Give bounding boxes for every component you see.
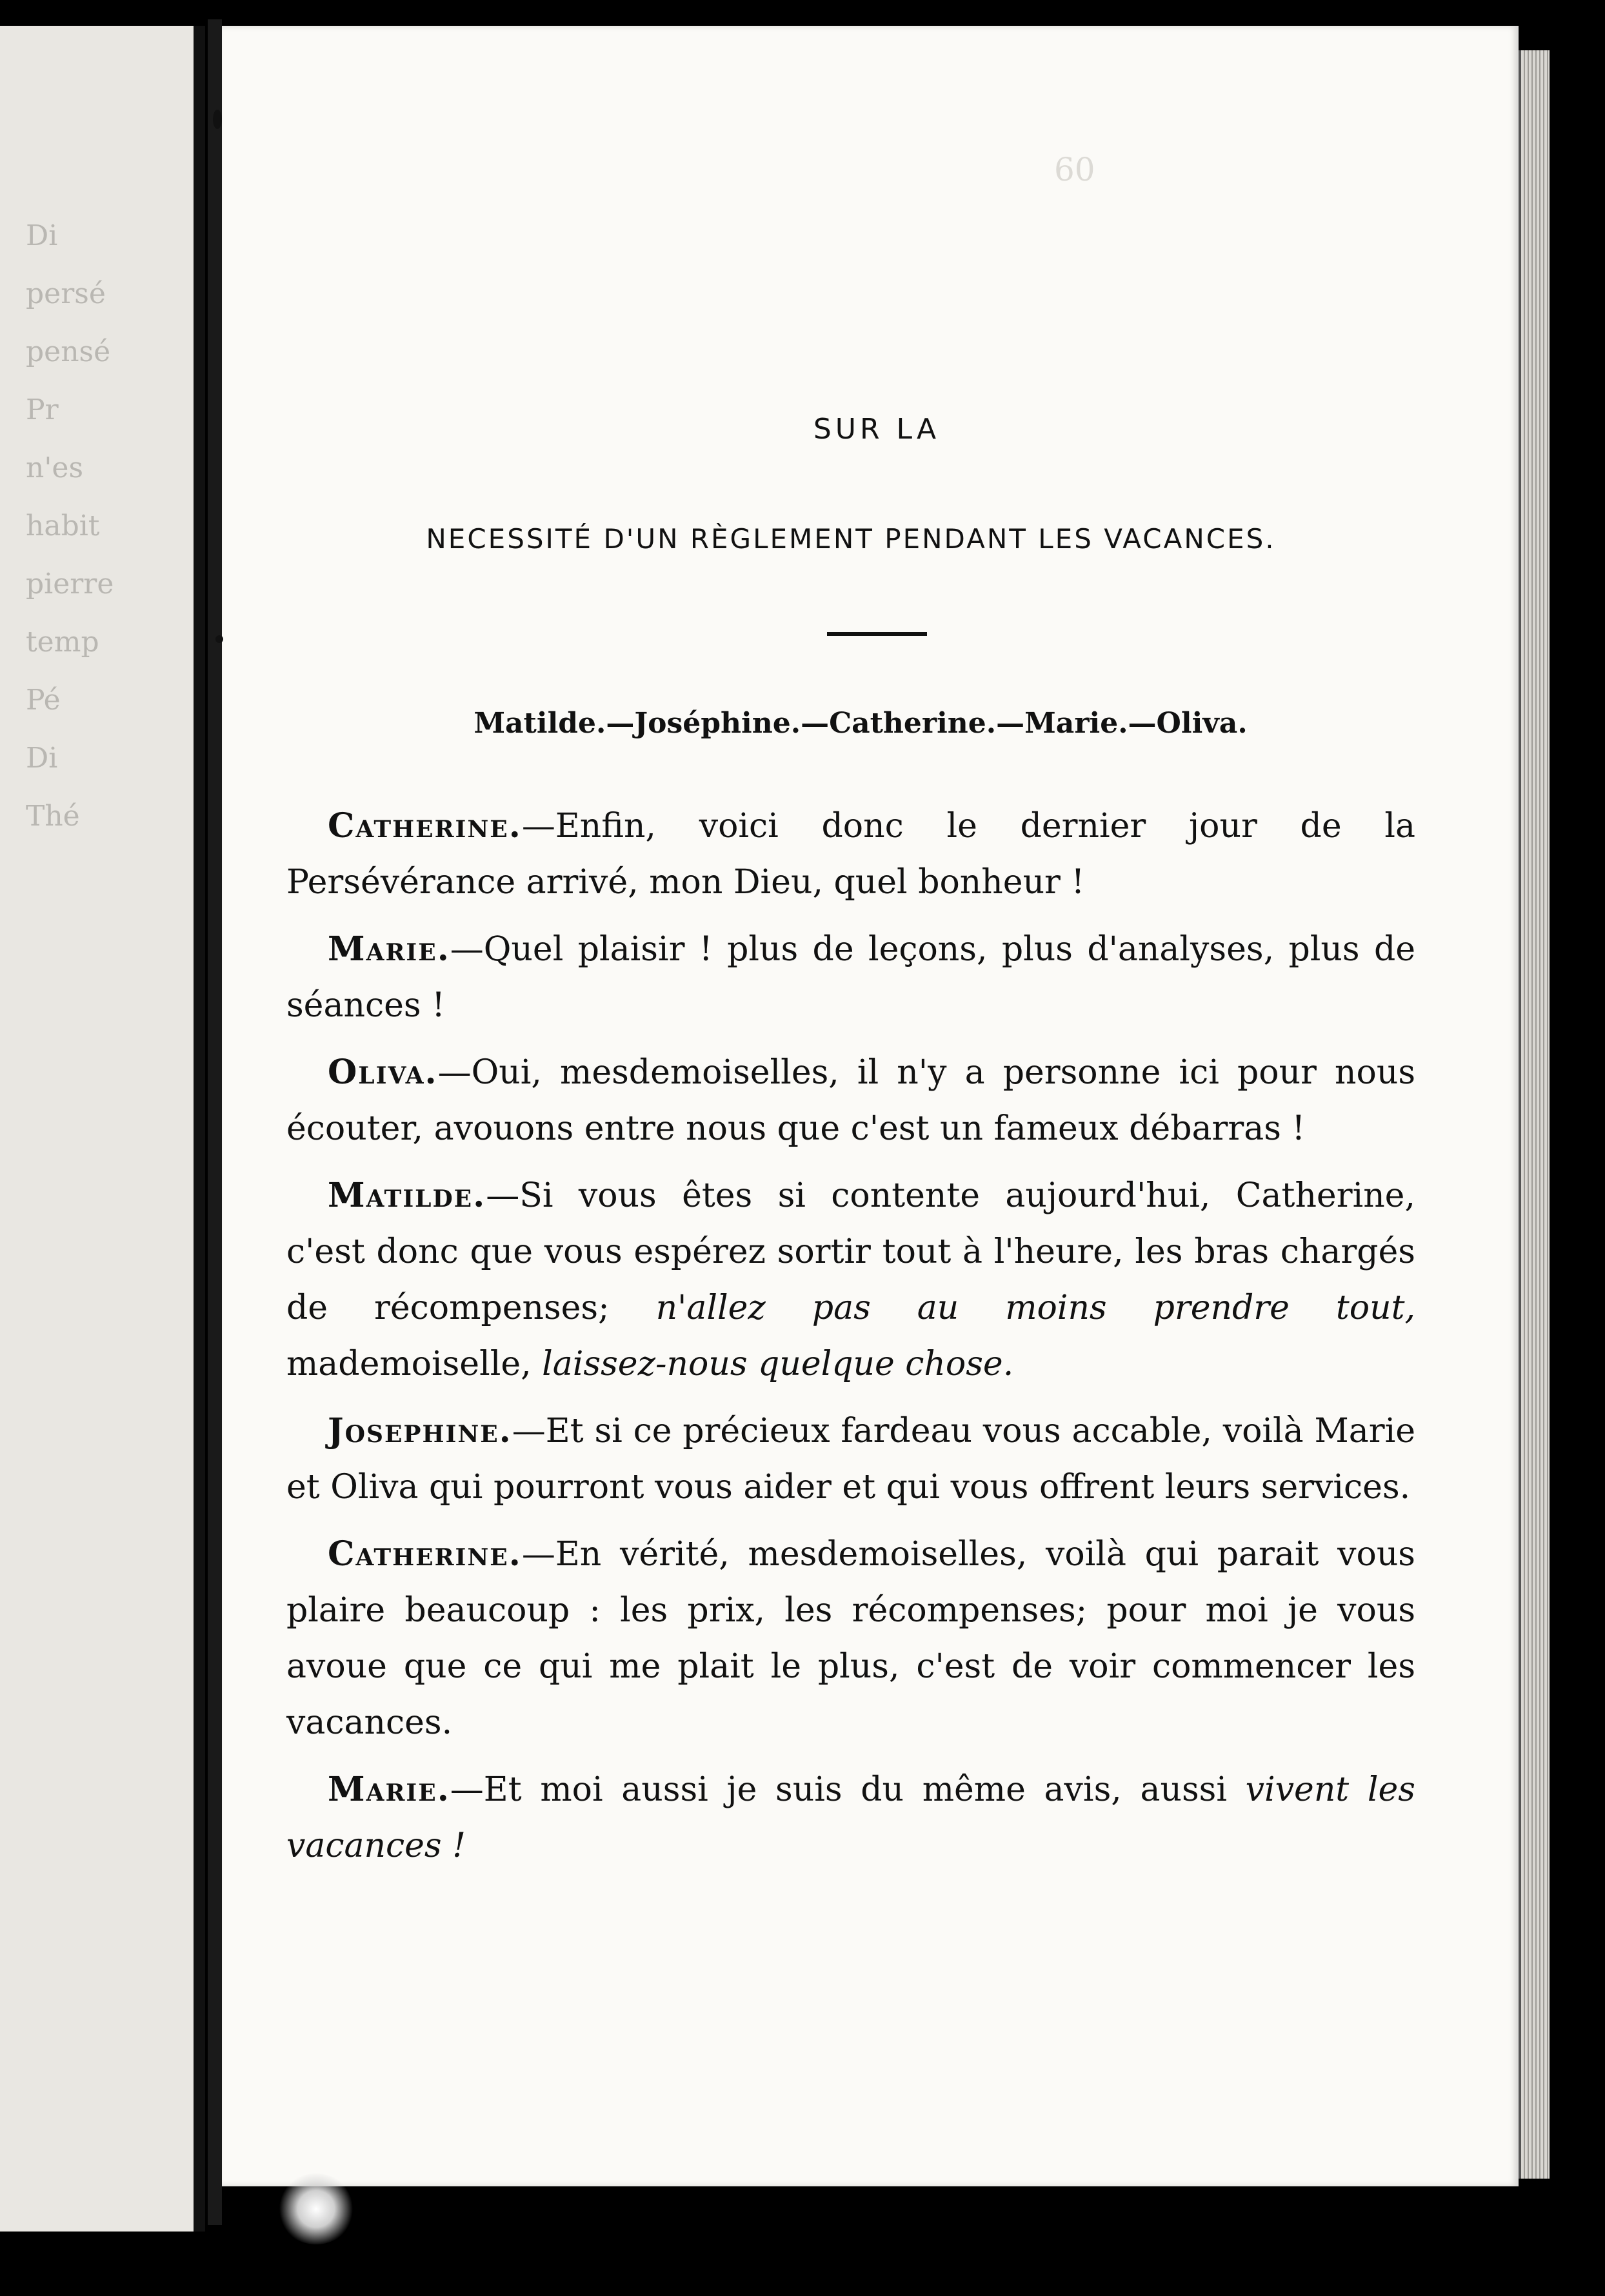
dialogue-text: —En vérité, mesdemoiselles, voilà qui parait vous plaire beaucoup : les prix, les récompenses; pour moi je vous avoue que ce qui me plait le plus, c'est de voir commencer les vacances. <box>286 1535 1415 1742</box>
speaker-name: Josephine. <box>328 1411 512 1450</box>
dialogue-text-italic: laissez-nous quelque chose. <box>542 1345 1014 1383</box>
dialogue-paragraph <box>286 798 1415 911</box>
left-page-fragment: Pé <box>26 684 61 717</box>
dialogue-text: —Enfin, voici donc le dernier jour de la Persévérance arrivé, mon Dieu, quel bonheur ! <box>286 807 1415 902</box>
speaker-name: Catherine. <box>328 1534 522 1574</box>
dialogue-body <box>286 798 1415 1874</box>
ink-speck <box>213 110 222 129</box>
left-page-fragment: Di <box>26 742 58 775</box>
speaker-name: Matilde. <box>328 1176 486 1215</box>
ink-speck <box>215 635 223 643</box>
dialogue-text-italic: n'allez pas au moins prendre tout, <box>655 1289 1416 1327</box>
dialogue-paragraph <box>286 1044 1415 1157</box>
dialogue-text: —Et moi aussi je suis du même avis, aussi <box>450 1770 1246 1809</box>
speaker-name: Marie. <box>328 1770 450 1809</box>
left-page-fragment: Di <box>26 219 58 252</box>
speaker-name: Catherine. <box>328 806 522 846</box>
speaker-name: Marie. <box>328 929 450 969</box>
left-page-fragment: Pr <box>26 393 59 426</box>
dialogue-paragraph <box>286 921 1415 1034</box>
dialogue-paragraph <box>286 1403 1415 1516</box>
dialogue-paragraph <box>286 1167 1415 1392</box>
dialogue-text: —Quel plaisir ! plus de leçons, plus d'analyses, plus de séances ! <box>286 930 1415 1025</box>
dialogue-paragraph <box>286 1761 1415 1874</box>
section-title-line-2: NECESSITÉ D'UN RÈGLEMENT PENDANT LES VACANCES. <box>426 523 1276 555</box>
page-content <box>286 387 1415 1885</box>
scanner-glare <box>277 2173 355 2244</box>
dialogue-text: —Et si ce précieux fardeau vous accable, voilà Marie et Oliva qui pourront vous aider et qui vous offrent leurs services. <box>286 1412 1415 1507</box>
left-page-fragment: n'es <box>26 451 84 484</box>
character-list: Matilde.—Joséphine.—Catherine.—Marie.—Oliva. <box>474 707 1248 740</box>
dialogue-text: —Oui, mesdemoiselles, il n'y a personne ici pour nous écouter, avouons entre nous que c'est un fameux débarras ! <box>286 1053 1415 1148</box>
binding-gutter <box>208 19 222 2225</box>
left-facing-page <box>0 26 205 2232</box>
left-page-fragment: pierre <box>26 568 114 600</box>
section-title-line-1: SUR LA <box>813 413 941 446</box>
title-divider-rule <box>827 632 927 636</box>
page-stack-edge <box>1519 50 1550 2179</box>
dialogue-text-italic: vivent les vacances ! <box>286 1770 1415 1865</box>
dialogue-text: —Si vous êtes si contente aujourd'hui, Catherine, c'est donc que vous espérez sortir tout à l'heure, les bras chargés de récompenses; <box>286 1176 1415 1327</box>
book-page: 60 SUR LA NECESSITÉ D'UN RÈGLEMENT PENDANT LES VACANCES. Matilde.—Joséphine.—Catherine.—Marie.—Oliva. Catherine.—Enfin, voici donc le dernier jour de la Persévérance arrivé, mon Dieu, quel bonheur ! Marie.—Quel plaisir ! plus de leçons, plus d'analyses, plus de séances ! Oliva.—Oui, mesdemoiselles, il n'y a personne ici pour nous écouter, avouons entre nous que c'est un fameux débarras ! Matilde.—Si vous êtes si contente aujourd'hui, Catherine, c'est donc que vous espérez sortir tout à l'heure, les bras chargés de récompenses; n'allez pas au moins prendre tout, mademoiselle, laissez-nous quelque chose. Josephine.—Et si ce précieux fardeau vous accable, voilà Marie et Oliva qui pourront vous aider et qui vous offrent leurs services. Catherine.—En vérité, mesdemoiselles, voilà qui parait vous plaire beaucoup : les prix, les récompenses; pour moi je vous avoue que ce qui me plait le plus, c'est de voir commencer les vacances. Marie.—Et moi aussi je suis du même avis, aussi vivent les vacances ! <box>222 26 1519 2186</box>
left-page-fragment: temp <box>26 626 99 658</box>
speaker-name: Oliva. <box>328 1053 438 1092</box>
left-page-fragment: habit <box>26 510 100 542</box>
dialogue-paragraph <box>286 1526 1415 1751</box>
dialogue-text: mademoiselle, <box>286 1345 543 1383</box>
left-page-fragment: Thé <box>26 800 80 833</box>
left-page-fragment: persé <box>26 277 106 310</box>
left-page-fragment: pensé <box>26 335 111 368</box>
